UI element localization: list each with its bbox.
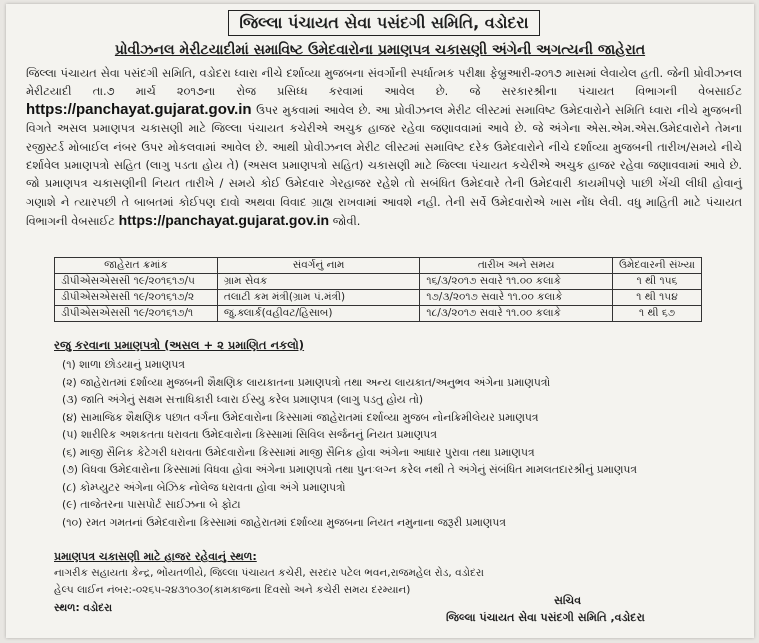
- helpline-number: હેલ્પ લાઈન નંબર:-૦૨૬૫-૨૪૩૧૦૩૦(કામકાજના દિવસો અને કચેરી સમય દરમ્યાન): [54, 584, 411, 596]
- list-item: (૧૦) રમત ગમતનાં ઉમેદવારોના કિસ્સામાં જાહેરાતમાં દર્શાવ્યા મુજબના નિયત નમુનાના જરૂરી પ્રમાણપત્ર: [62, 515, 506, 529]
- paragraph-end: જોવી.: [332, 214, 361, 229]
- list-item: (૭) વિધવા ઉમેદવારોના કિસ્સામાં વિધવા હોવા અંગેના પ્રમાણપત્રો તથા પુનઃલગ્ન કરેલ નથી તે અંગેનું સંબંધિત મામલતદારશ્રીનું પ્રમાણપત્ર: [62, 463, 637, 476]
- cell-cadre: તલાટી કમ મંત્રી(ગ્રામ પં.મંત્રી): [217, 290, 419, 306]
- cell-advt-no: ડીપીએસએસસી ૧૯/૨૦૧૬૧૭/૫: [55, 274, 218, 290]
- list-item: (૩) જાતિ અંગેનું સક્ષમ સત્તાધિકારી ધ્વારા ઈસ્યુ કરેલ પ્રમાણપત્ર (લાગુ પડતુ હોય તો): [62, 393, 424, 406]
- notice-paper: [6, 4, 754, 638]
- cell-advt-no: ડીપીએસએસસી ૧૯/૨૦૧૬૧૭/૨: [55, 290, 218, 306]
- cell-candidate-count: ૧ થી ૬૭: [613, 306, 702, 322]
- cell-cadre: ગ્રામ સેવક: [217, 274, 419, 290]
- cell-date-time: ૧૮/૩/૨૦૧૭ સવારે ૧૧.૦૦ કલાકે: [420, 306, 613, 322]
- table-row: [55, 306, 702, 322]
- cell-date-time: ૧૬/૩/૨૦૧૭ સવારે ૧૧.૦૦ કલાકે: [420, 274, 613, 290]
- list-item: (૫) શારીરિક અશકતતા ધરાવતા ઉમેદવારોના કિસ્સામાં સિવિલ સર્જનનું નિયત પ્રમાણપત્ર: [62, 428, 437, 441]
- signatory-organization: જિલ્લા પંચાયત સેવા પસંદગી સમિતિ ,વડોદરા: [446, 611, 645, 624]
- documents-list: [62, 356, 702, 531]
- paragraph-intro: જિલ્લા પંચાયત સેવા પસંદગી સમિતિ, વડોદરા ધ્વારા નીચે દર્શાવ્યા મુજબના સંવર્ગોની સ્પર્ધાત્મક પરીક્ષા ફેબ્રુઆરી-૨૦૧૭ માસમાં લેવાયેલ હતી. જેની પ્રોવીઝનલ મેરીટયાદી તા.૭ માર્ચ ૨૦૧૭ના રોજ પ્રસિધ્ધ કરવામાં આવેલ છે. જે સરકારશ્રીના પંચાયત વિભાગની વેબસાઈટ: [26, 66, 742, 99]
- list-item: (૨) જાહેરાતમાં દર્શાવ્યા મુજબની શૈક્ષણિક લાયકાતના પ્રમાણપત્રો તથા અન્ય લાયકાત/અનુભવ અંગેના પ્રમાણપત્રો: [62, 375, 551, 389]
- cell-candidate-count: ૧ થી ૧૫૪: [613, 290, 702, 306]
- posts-table: [54, 257, 702, 322]
- header-date-time: તારીખ અને સમય: [420, 258, 613, 274]
- venue-address: નાગરીક સહાયતા કેન્દ્ર, ભોંયતળીયે, જિલ્લા પંચાયત કચેરી, સરદાર પટેલ ભવન,રાજમહેલ રોડ, વડોદરા: [54, 567, 484, 579]
- venue-heading: પ્રમાણપત્ર ચકાસણી માટે હાજર રહેવાનું સ્થળ:: [54, 550, 257, 563]
- table-row: [55, 274, 702, 290]
- notice-subtitle: પ્રોવીઝનલ મેરીટયાદીમાં સમાવિષ્ટ ઉમેદવારોના પ્રમાણપત્ર ચકાસણી અંગેની અગત્યની જાહેરાત: [114, 42, 646, 58]
- table-header-row: [55, 258, 702, 274]
- paragraph-body: ઉપર મુકવામાં આવેલ છે. આ પ્રોવીઝનલ મેરીટ લીસ્ટમાં સમાવિષ્ટ ઉમેદવારોને સમિતિ ધ્વારા નીચે મુજબની વિગતે અસલ પ્રમાણપત્ર ચકાસણી માટે જિલ્લા પંચાયત કચેરીએ અચુક હાજર રહેવા જણાવવામાં આવે છે. જે અંગેના એસ.એમ.એસ.ઉમેદવારોને તેમના રજીસ્ટર્ડ મોબાઈલ નંબર ઉપર મોકલવામાં આવેલ છે. આથી પ્રોવીઝનલ મેરીટ લીસ્ટમાં સમાવિષ્ટ દરેક ઉમેદવારોને નીચે દર્શાવ્યા મુજબની તારીખ/સમયે નીચે દર્શાવેલ પ્રમાણપત્રો સહિત (લાગુ પડતા હોય તે) (અસલ પ્રમાણપત્રો સહિત) ચકાસણી માટે જિલ્લા પંચાયત કચેરીએ અચુક હાજર રહેવા જણાવવામાં આવે છે. જો પ્રમાણપત્ર ચકાસણીની નિયત તારીખે / સમયે કોઈ ઉમેદવાર ગેરહાજર રહેશે તો સબંધિત ઉમેદવારે તેની ઉમેદવારી કાયમીપણે પાછી ખેંચી લીધી હોવાનું ગણાશે ને ત્યારપછી તે બાબતમાં કોઈપણ દાવો અથવા વિવાદ ગ્રાહ્ય રાખવામાં આવશે નહી. તેની સર્વે ઉમેદવારોએ ખાસ નોંધ લેવી. વધુ માહિતી માટે પંચાયત વિભાગની વેબસાઈટ: [26, 102, 743, 229]
- header-candidate-count: ઉમેદવારની સંખ્યા: [613, 258, 702, 274]
- cell-cadre: જુ.ક્લાર્ક(વહીવટ/હિસાબ): [217, 306, 419, 322]
- notice-paragraph: [26, 64, 742, 231]
- header-advt-no: જાહેરાત ક્રમાંક: [55, 258, 218, 274]
- header-cadre: સંવર્ગનું નામ: [217, 258, 419, 274]
- signatory-title: સચિવ: [554, 594, 582, 607]
- list-item: (૪) સામાજિક શૈક્ષણિક પછાત વર્ગના ઉમેદવારોના કિસ્સામાં જાહેરાતમાં દર્શાવ્યા મુજબ નોનક્રિમીલેયર પ્રમાણપત્ર: [62, 410, 539, 424]
- cell-candidate-count: ૧ થી ૧૫૬: [613, 274, 702, 290]
- website-link-2[interactable]: https://panchayat.gujarat.gov.in: [118, 212, 330, 229]
- table-row: [55, 290, 702, 306]
- notice-title: જિલ્લા પંચાયત સેવા પસંદગી સમિતિ, વડોદરા: [228, 10, 540, 36]
- list-item: (૧) શાળા છોડયાનું પ્રમાણપત્ર: [62, 358, 185, 371]
- list-item: (૯) તાજેતરના પાસપોર્ટ સાઈઝના બે ફોટા: [62, 498, 241, 511]
- list-item: (૮) કોમ્પ્યુટર અંગેના બેઝિક નોલેજ ધરાવતા હોવા અંગે પ્રમાણપત્રો: [62, 480, 346, 494]
- website-link-1[interactable]: https://panchayat.gujarat.gov.in: [26, 100, 252, 118]
- place-label: સ્થળ: વડોદરા: [54, 602, 113, 614]
- documents-heading: રજુ કરવાના પ્રમાણપત્રો (અસલ + ૨ પ્રમાણિત નકલો): [54, 338, 305, 352]
- cell-date-time: ૧૭/૩/૨૦૧૭ સવારે ૧૧.૦૦ કલાકે: [420, 290, 613, 306]
- cell-advt-no: ડીપીએસએસસી ૧૯/૨૦૧૬૧૭/૧: [55, 306, 218, 322]
- list-item: (૬) માજી સૈનિક કેટેગરી ધરાવતા ઉમેદવારોના કિસ્સામાં માજી સૈનિક હોવા અંગેના આધાર પુરાવા તથા પ્રમાણપત્ર: [62, 445, 535, 459]
